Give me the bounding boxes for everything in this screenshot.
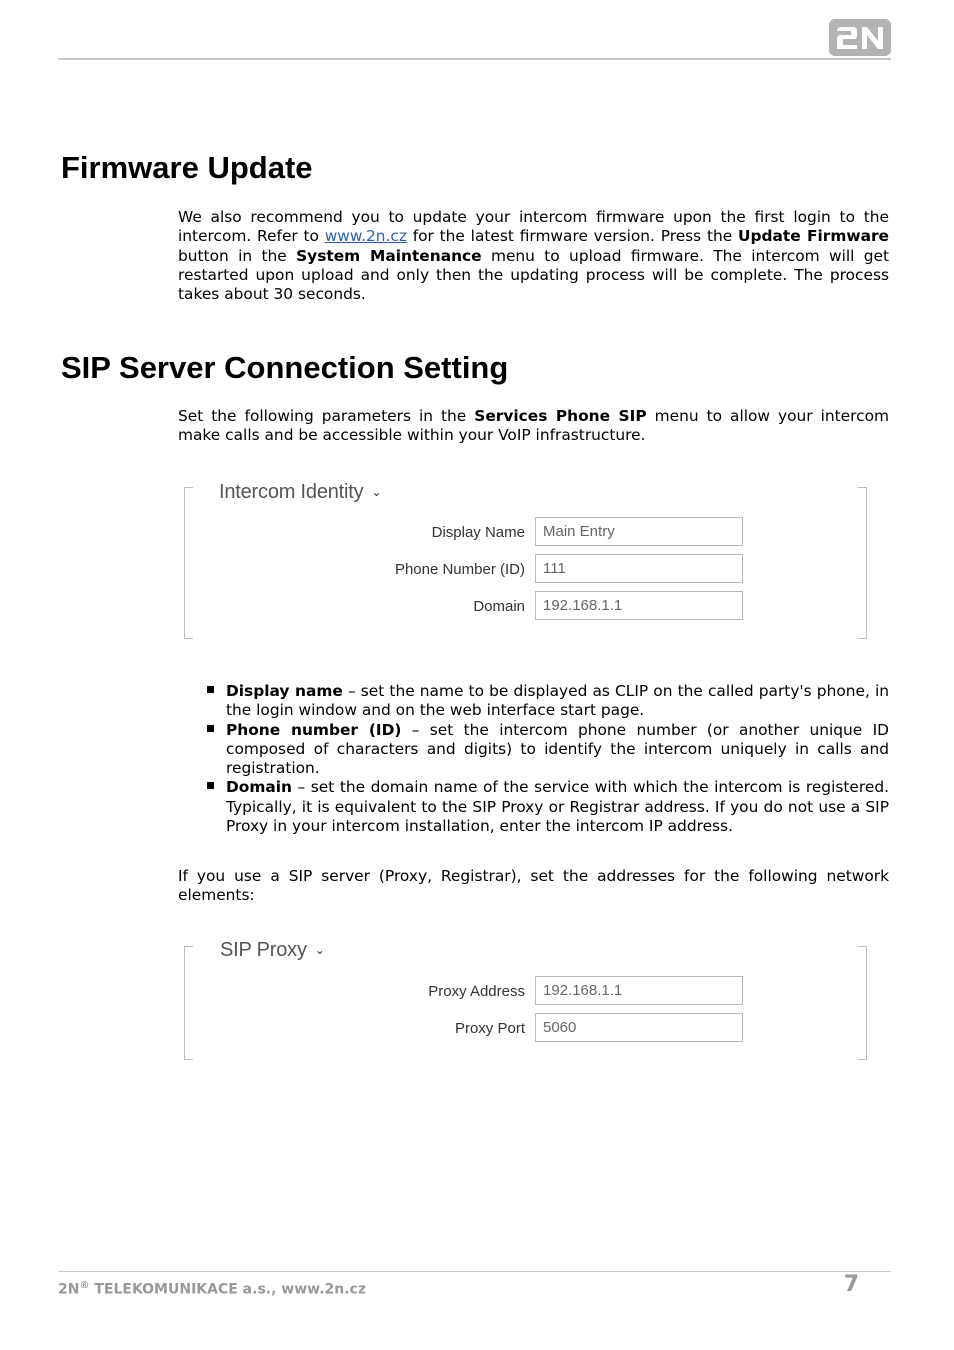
list-item: Display name – set the name to be displayed as CLIP on the called party's phone, in the login window and on the web interface start page. xyxy=(226,682,889,721)
section-title-sip: SIP Server Connection Setting xyxy=(61,350,509,385)
sip-proxy-toggle[interactable]: SIP Proxy ⌄ xyxy=(220,939,325,961)
proxy-port-label: Proxy Port xyxy=(454,1020,525,1037)
phone-number-label: Phone Number (ID) xyxy=(394,561,525,578)
domain-field[interactable] xyxy=(535,591,743,620)
phone-number-row xyxy=(184,554,867,585)
chevron-down-icon: ⌄ xyxy=(314,943,325,957)
intercom-identity-panel xyxy=(184,481,867,639)
proxy-port-row xyxy=(184,1013,867,1044)
2n-logo-icon xyxy=(829,19,891,56)
proxy-address-label: Proxy Address xyxy=(428,983,525,1000)
intercom-identity-toggle[interactable]: Intercom Identity ⌄ xyxy=(219,481,382,503)
footer-divider xyxy=(58,1271,891,1272)
list-item: Phone number (ID) – set the intercom phone number (or another unique ID composed of characters and digits) to identify the intercom uniquely in calls and registration. xyxy=(226,721,889,779)
list-item: Domain – set the domain name of the service with which the intercom is registered. Typically, it is equivalent to the SIP Proxy or Registrar address. If you do not use a SIP Proxy in your intercom installation, enter the intercom IP address. xyxy=(226,778,889,836)
sip-intro-paragraph: Set the following parameters in the Services Phone SIP menu to allow your intercom make calls and be accessible within your VoIP infrastructure. xyxy=(178,407,890,445)
proxy-port-field[interactable] xyxy=(535,1013,743,1042)
square-bullet-icon xyxy=(207,686,214,693)
footer-company: 2N® TELEKOMUNIKACE a.s., www.2n.cz xyxy=(58,1280,366,1298)
square-bullet-icon xyxy=(207,782,214,789)
firmware-paragraph: We also recommend you to update your intercom firmware upon the first login to the intercom. Refer to www.2n.cz for the latest firmware version. Press the Update Firmware button in the System Maintenance menu to upload firmware. The intercom will get restarted upon upload and only then the updating process will be complete. The process takes about 30 seconds. xyxy=(178,208,890,304)
website-link[interactable]: www.2n.cz xyxy=(324,227,407,246)
display-name-field[interactable] xyxy=(535,517,743,546)
section-title-firmware: Firmware Update xyxy=(61,150,313,185)
parameter-bullet-list xyxy=(226,682,889,836)
domain-row xyxy=(184,591,867,622)
sip-server-paragraph: If you use a SIP server (Proxy, Registrar), set the addresses for the following network elements: xyxy=(178,867,889,905)
domain-label: Domain xyxy=(473,598,525,615)
chevron-down-icon: ⌄ xyxy=(371,485,382,499)
header-divider xyxy=(58,58,891,60)
proxy-address-field[interactable] xyxy=(535,976,743,1005)
phone-number-field[interactable] xyxy=(535,554,743,583)
display-name-label: Display Name xyxy=(431,524,525,541)
square-bullet-icon xyxy=(207,725,214,732)
display-name-row xyxy=(184,517,867,548)
proxy-address-row xyxy=(184,976,867,1007)
sip-proxy-panel xyxy=(184,939,867,1060)
page-number: 7 xyxy=(843,1272,859,1297)
